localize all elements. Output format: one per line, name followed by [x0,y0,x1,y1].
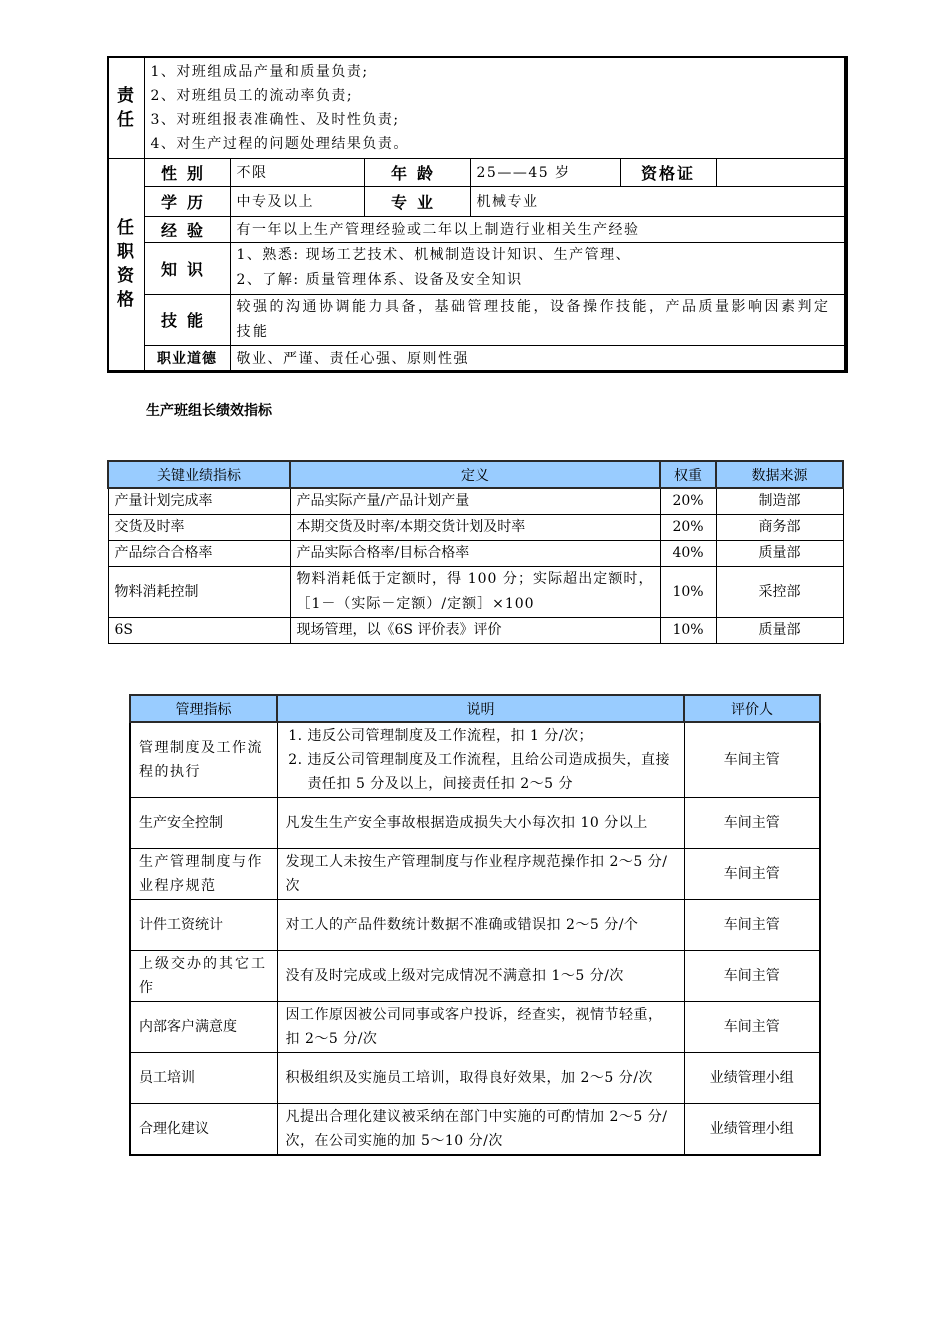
kpi-source: 质量部 [716,618,843,644]
skill-value: 较强的沟通协调能力具备，基础管理技能，设备操作技能，产品质量影响因素判定技能 [230,294,846,345]
knowledge-line: 1、熟悉: 现场工艺技术、机械制造设计知识、生产管理、 [236,247,632,263]
mgmt-header-indicator: 管理指标 [130,695,277,722]
mgmt-header-row [130,695,820,722]
responsibility-item: 2、对班组员工的流动率负责; [150,87,354,104]
responsibility-item: 3、对班组报表准确性、及时性负责; [150,111,400,128]
experience-value: 有一年以上生产管理经验或二年以上制造行业相关生产经验 [230,216,846,242]
table-row [130,951,820,1002]
table-row [130,849,820,900]
major-label: 专业 [364,186,470,216]
management-table [129,694,821,1156]
kpi-indicator: 产量计划完成率 [108,488,290,515]
knowledge-line: 2、了解: 质量管理体系、设备及安全知识 [236,272,523,288]
age-label: 年龄 [364,158,470,186]
kpi-indicator: 6S [108,618,290,644]
mgmt-indicator: 员工培训 [130,1053,277,1104]
ethics-label: 职业道德 [144,345,230,371]
qualification-table [107,56,848,373]
responsibility-label: 责 任 [108,57,144,158]
table-row [108,618,843,644]
kpi-header-source: 数据来源 [716,461,843,488]
mgmt-header-evaluator: 评价人 [684,695,820,722]
gender-label: 性别 [144,158,230,186]
kpi-source: 质量部 [716,541,843,567]
table-row [130,1104,820,1156]
mgmt-evaluator: 车间主管 [684,849,820,900]
mgmt-description: 凡提出合理化建议被采纳在部门中实施的可酌情加 2～5 分/次，在公司实施的加 5～10 分/次 [277,1104,684,1156]
ethics-row [108,345,846,371]
mgmt-description-list [286,724,676,796]
mgmt-indicator: 管理制度及工作流程的执行 [130,722,277,798]
table-row [130,900,820,951]
mgmt-description: 发现工人未按生产管理制度与作业程序规范操作扣 2～5 分/次 [277,849,684,900]
responsibility-list [144,57,846,158]
table-row [130,798,820,849]
knowledge-label: 知识 [144,242,230,294]
mgmt-header-description: 说明 [277,695,684,722]
list-item: 2. 违反公司管理制度及工作流程，且给公司造成损失，直接责任扣 5 分及以上，间接责任扣 2～5 分 [308,748,676,796]
table-row [130,1053,820,1104]
mgmt-indicator: 上级交办的其它工作 [130,951,277,1002]
kpi-header-row [108,461,843,488]
mgmt-description [277,722,684,798]
kpi-weight: 40% [660,541,716,567]
mgmt-evaluator: 车间主管 [684,951,820,1002]
kpi-definition: 物料消耗低于定额时，得 100 分；实际超出定额时，［1－（实际－定额）/定额］×100 [290,567,660,618]
gender-value: 不限 [230,158,364,186]
kpi-definition: 产品实际产量/产品计划产量 [290,488,660,515]
table-row [108,541,843,567]
kpi-source: 制造部 [716,488,843,515]
skill-row [108,294,846,345]
mgmt-description: 积极组织及实施员工培训，取得良好效果，加 2～5 分/次 [277,1053,684,1104]
mgmt-evaluator: 车间主管 [684,722,820,798]
table-row [108,515,843,541]
mgmt-indicator: 生产管理制度与作业程序规范 [130,849,277,900]
knowledge-value [230,242,846,294]
responsibility-row [108,57,846,158]
kpi-header-definition: 定义 [290,461,660,488]
qualification-label: 任 职 资 格 [108,158,144,371]
kpi-source: 采控部 [716,567,843,618]
gender-age-row [108,158,846,186]
kpi-source: 商务部 [716,515,843,541]
experience-label: 经验 [144,216,230,242]
mgmt-description: 没有及时完成或上级对完成情况不满意扣 1～5 分/次 [277,951,684,1002]
mgmt-evaluator: 业绩管理小组 [684,1053,820,1104]
mgmt-indicator: 生产安全控制 [130,798,277,849]
mgmt-indicator: 计件工资统计 [130,900,277,951]
kpi-definition: 本期交货及时率/本期交货计划及时率 [290,515,660,541]
kpi-indicator: 产品综合合格率 [108,541,290,567]
education-major-row [108,186,846,216]
mgmt-evaluator: 业绩管理小组 [684,1104,820,1156]
table-row [130,1002,820,1053]
table-row [130,722,820,798]
list-item: 1. 违反公司管理制度及工作流程，扣 1 分/次； [308,724,676,748]
knowledge-row [108,242,846,294]
major-value: 机械专业 [470,186,846,216]
mgmt-evaluator: 车间主管 [684,900,820,951]
kpi-indicator: 物料消耗控制 [108,567,290,618]
kpi-header-indicator: 关键业绩指标 [108,461,290,488]
table-row [108,567,843,618]
kpi-table [107,460,844,644]
education-value: 中专及以上 [230,186,364,216]
mgmt-evaluator: 车间主管 [684,1002,820,1053]
kpi-indicator: 交货及时率 [108,515,290,541]
kpi-weight: 10% [660,567,716,618]
mgmt-indicator: 合理化建议 [130,1104,277,1156]
experience-row [108,216,846,242]
responsibility-item: 4、对生产过程的问题处理结果负责。 [150,135,409,152]
mgmt-description: 凡发生生产安全事故根据造成损失大小每次扣 10 分以上 [277,798,684,849]
skill-label: 技能 [144,294,230,345]
kpi-heading: 生产班组长绩效指标 [146,403,272,419]
kpi-definition: 产品实际合格率/目标合格率 [290,541,660,567]
kpi-header-weight: 权重 [660,461,716,488]
responsibility-item: 1、对班组成品产量和质量负责; [150,63,369,80]
cert-label: 资格证 [620,158,716,186]
education-label: 学历 [144,186,230,216]
ethics-value: 敬业、严谨、责任心强、原则性强 [230,345,846,371]
kpi-weight: 20% [660,488,716,515]
mgmt-indicator: 内部客户满意度 [130,1002,277,1053]
kpi-weight: 20% [660,515,716,541]
kpi-definition: 现场管理，以《6S 评价表》评价 [290,618,660,644]
table-row [108,488,843,515]
age-value: 25——45 岁 [470,158,620,186]
mgmt-description: 对工人的产品件数统计数据不准确或错误扣 2～5 分/个 [277,900,684,951]
cert-value [716,158,846,186]
mgmt-evaluator: 车间主管 [684,798,820,849]
kpi-weight: 10% [660,618,716,644]
mgmt-description: 因工作原因被公司同事或客户投诉，经查实，视情节轻重，扣 2～5 分/次 [277,1002,684,1053]
